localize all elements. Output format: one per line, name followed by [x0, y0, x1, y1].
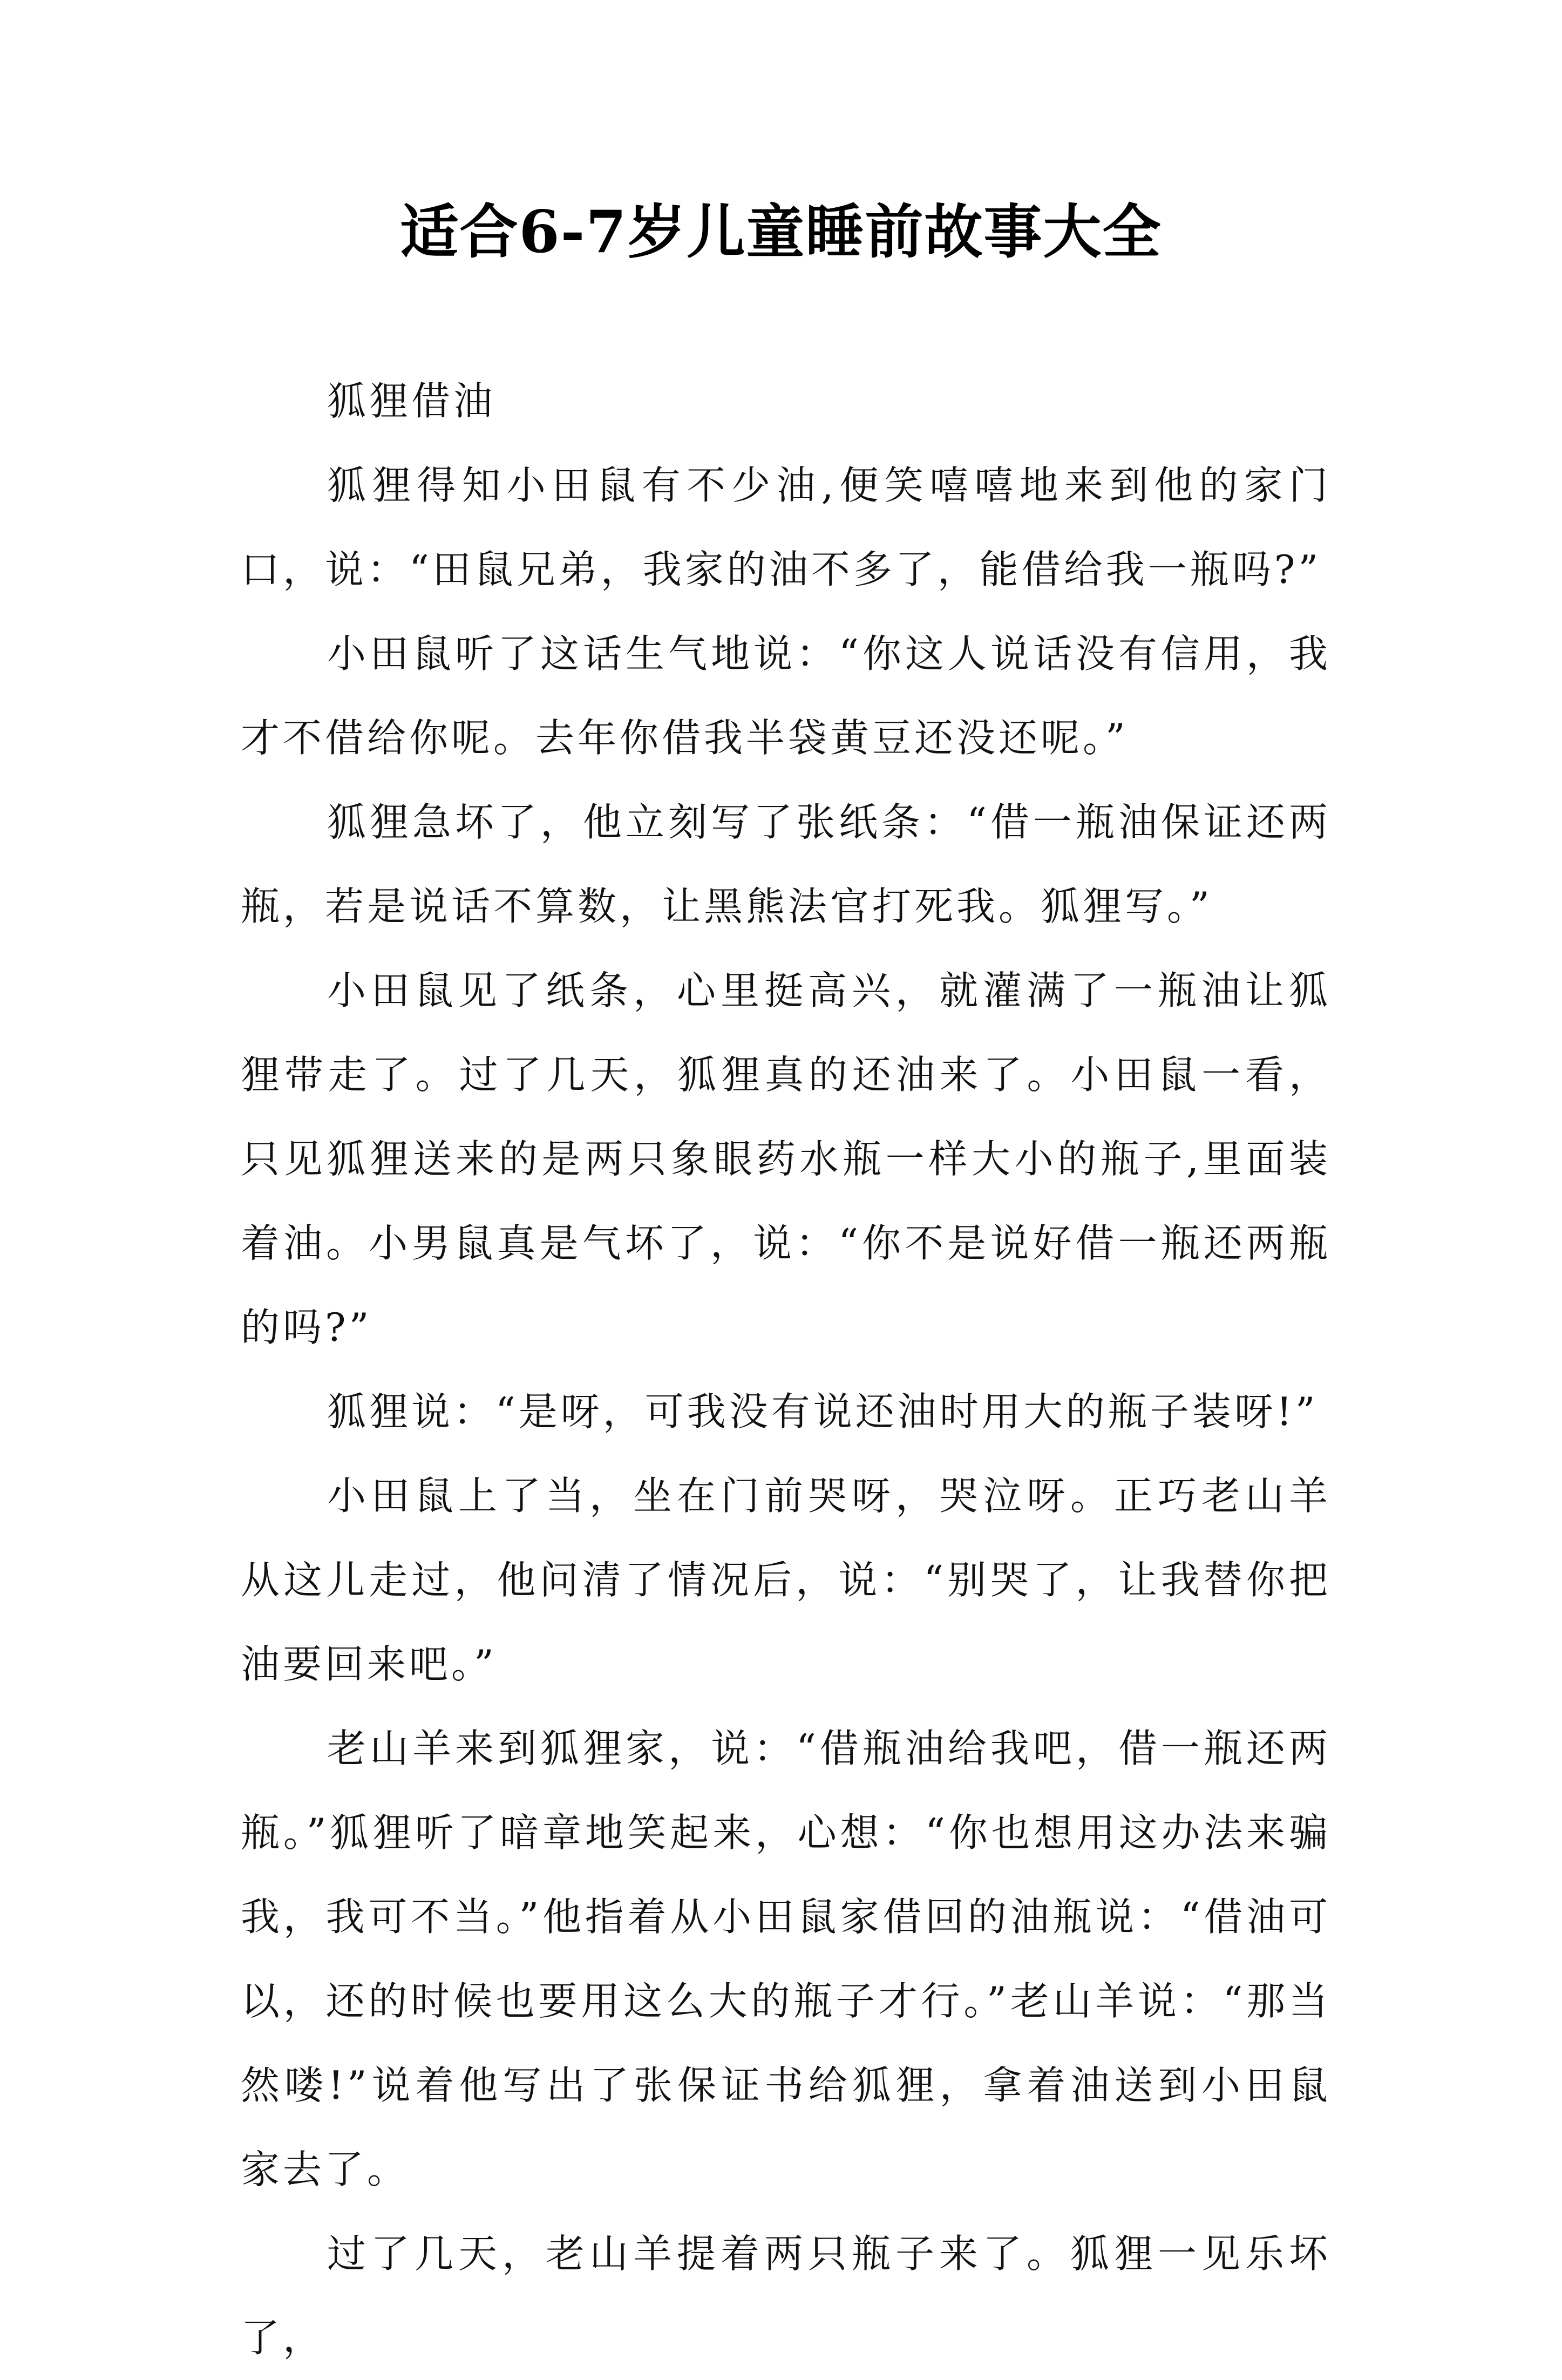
paragraph: 狐狸说：“是呀，可我没有说还油时用大的瓶子装呀!” — [327, 1389, 1319, 1434]
document-title: 适合6-7岁儿童睡前故事大全 — [400, 198, 1162, 266]
story-heading: 狐狸借油 — [327, 378, 496, 424]
document-body — [241, 359, 1331, 2380]
paragraph: 小田鼠听了这话生气地说：“你这人说话没有信用，我才不借给你呢。去年你借我半袋黄豆还没还呢。” — [241, 631, 1331, 761]
paragraph: 过了几天，老山羊提着两只瓶子来了。狐狸一见乐坏了， — [241, 2231, 1331, 2361]
paragraph: 老山羊来到狐狸家，说：“借瓶油给我吧，借一瓶还两瓶。”狐狸听了暗章地笑起来，心想：“你也想用这办法来骗我，我可不当。”他指着从小田鼠家借回的油瓶说：“借油可以，还的时候也要用这么大的瓶子才行。”老山羊说：“那当然喽!”说着他写出了张保证书给狐狸，拿着油送到小田鼠家去了。 — [241, 1726, 1331, 2192]
paragraph: 狐狸得知小田鼠有不少油,便笑嘻嘻地来到他的家门口，说：“田鼠兄弟，我家的油不多了，能借给我一瓶吗?” — [241, 463, 1331, 592]
paragraph: 小田鼠见了纸条，心里挺高兴，就灌满了一瓶油让狐狸带走了。过了几天，狐狸真的还油来了。小田鼠一看，只见狐狸送来的是两只象眼药水瓶一样大小的瓶子,里面装着油。小男鼠真是气坏了，说：“你不是说好借一瓶还两瓶的吗?” — [241, 968, 1331, 1350]
paragraph: 狐狸急坏了，他立刻写了张纸条：“借一瓶油保证还两瓶，若是说话不算数，让黑熊法官打死我。狐狸写。” — [241, 799, 1331, 929]
paragraph: 小田鼠上了当，坐在门前哭呀，哭泣呀。正巧老山羊从这儿走过，他问清了情况后，说：“别哭了，让我替你把油要回来吧。” — [241, 1473, 1331, 1687]
